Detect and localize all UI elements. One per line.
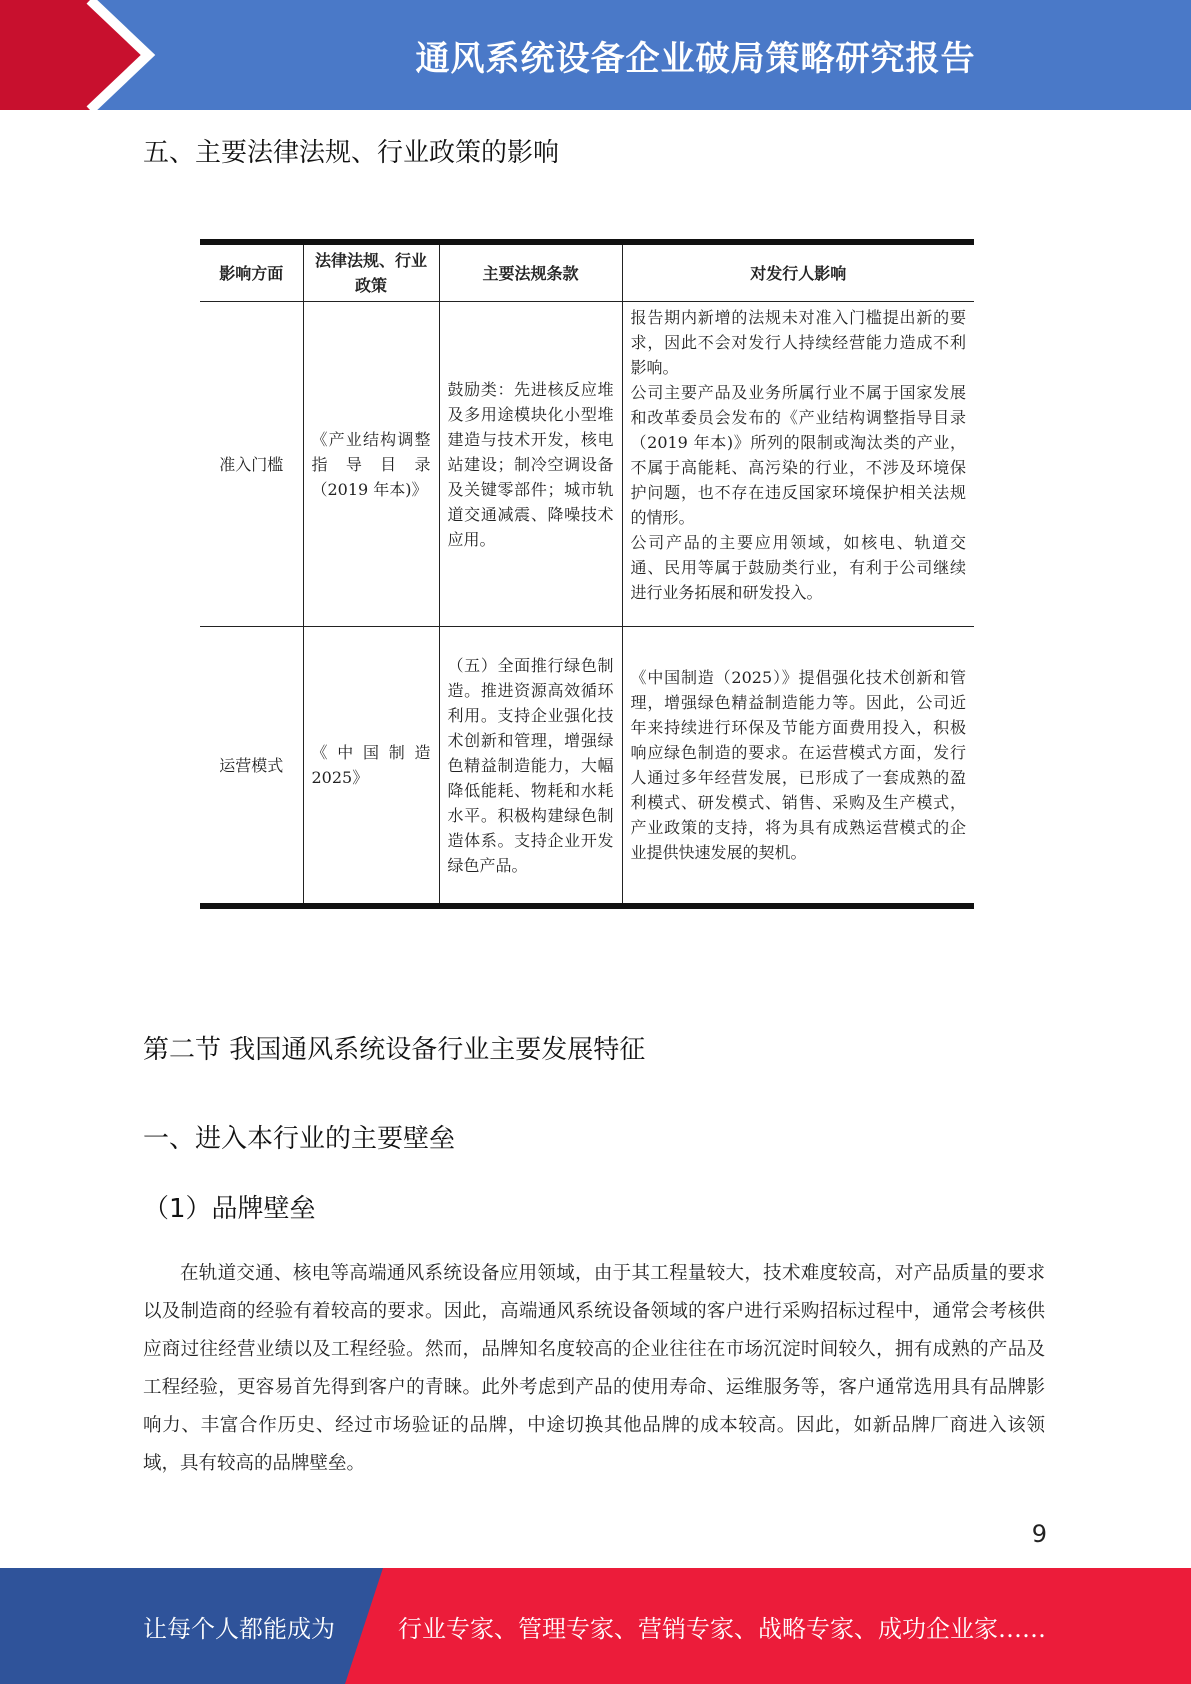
- table-cell-aspect: 准入门槛: [200, 302, 303, 627]
- table-row: [200, 627, 974, 907]
- footer-banner: [0, 1568, 1191, 1684]
- table-header-row: [200, 242, 974, 302]
- report-title: 通风系统设备企业破局策略研究报告: [415, 38, 976, 79]
- table-cell-law: 《产业结构调整指导目录（2019 年本)》: [303, 302, 439, 627]
- table-cell-impact: [622, 302, 974, 627]
- footer-slogan-right: 行业专家、管理专家、营销专家、战略专家、成功企业家……: [398, 1614, 1046, 1643]
- header-banner: [0, 0, 1191, 110]
- table-cell-law: 《中国制造 2025》: [303, 627, 439, 907]
- table-header-cell: 法律法规、行业政策: [303, 242, 439, 302]
- table-cell-clause: 鼓励类：先进核反应堆及多用途模块化小型堆建造与技术开发，核电站建设；制冷空调设备及关键零部件；城市轨道交通减震、降噪技术应用。: [439, 302, 622, 627]
- header-arrow-decoration: [0, 0, 220, 110]
- table-cell-aspect: 运营模式: [200, 627, 303, 907]
- table-cell-impact: [622, 627, 974, 907]
- impact-paragraph: 公司产品的主要应用领域，如核电、轨道交通、民用等属于鼓励类行业，有利于公司继续进行业务拓展和研发投入。: [630, 533, 966, 602]
- table-header-cell: 主要法规条款: [439, 242, 622, 302]
- impact-paragraph: 公司主要产品及业务所属行业不属于国家发展和改革委员会发布的《产业结构调整指导目录（2019 年本)》所列的限制或淘汰类的产业，不属于高能耗、高污染的行业，不涉及环境保护问题，也不存在违反国家环境保护相关法规的情形。: [630, 383, 966, 527]
- table-header-cell: 对发行人影响: [622, 242, 974, 302]
- impact-paragraph: 报告期内新增的法规未对准入门槛提出新的要求，因此不会对发行人持续经营能力造成不利影响。: [630, 308, 966, 377]
- table-header-cell: 影响方面: [200, 242, 303, 302]
- impact-paragraph: 《中国制造（2025）》提倡强化技术创新和管理，增强绿色精益制造能力等。因此，公司近年来持续进行环保及节能方面费用投入，积极响应绿色制造的要求。在运营模式方面，发行人通过多年经营发展，已形成了一套成熟的盈利模式、研发模式、销售、采购及生产模式，产业政策的支持，将为具有成熟运营模式的企业提供快速发展的契机。: [630, 668, 966, 862]
- subsection-heading-barriers: 一、进入本行业的主要壁垒: [143, 1124, 456, 1154]
- regulation-impact-table: [200, 239, 974, 909]
- footer-slogan-left: 让每个人都能成为: [143, 1614, 335, 1643]
- page-number: 9: [1031, 1520, 1047, 1548]
- chapter-heading: 第二节 我国通风系统设备行业主要发展特征: [143, 1035, 646, 1065]
- table-cell-clause: （五）全面推行绿色制造。推进资源高效循环利用。支持企业强化技术创新和管理，增强绿色精益制造能力，大幅降低能耗、物耗和水耗水平。积极构建绿色制造体系。支持企业开发绿色产品。: [439, 627, 622, 907]
- table-row: [200, 302, 974, 627]
- brand-barrier-paragraph: 在轨道交通、核电等高端通风系统设备应用领域，由于其工程量较大，技术难度较高，对产品质量的要求以及制造商的经验有着较高的要求。因此，高端通风系统设备领域的客户进行采购招标过程中，通常会考核供应商过往经营业绩以及工程经验。然而，品牌知名度较高的企业往往在市场沉淀时间较久，拥有成熟的产品及工程经验，更容易首先得到客户的青睐。此外考虑到产品的使用寿命、运维服务等，客户通常选用具有品牌影响力、丰富合作历史、经过市场验证的品牌，中途切换其他品牌的成本较高。因此，如新品牌厂商进入该领域，具有较高的品牌壁垒。: [143, 1263, 1045, 1474]
- section-heading-laws: 五、主要法律法规、行业政策的影响: [143, 138, 560, 168]
- brand-barrier-heading: （1）品牌壁垒: [143, 1194, 316, 1224]
